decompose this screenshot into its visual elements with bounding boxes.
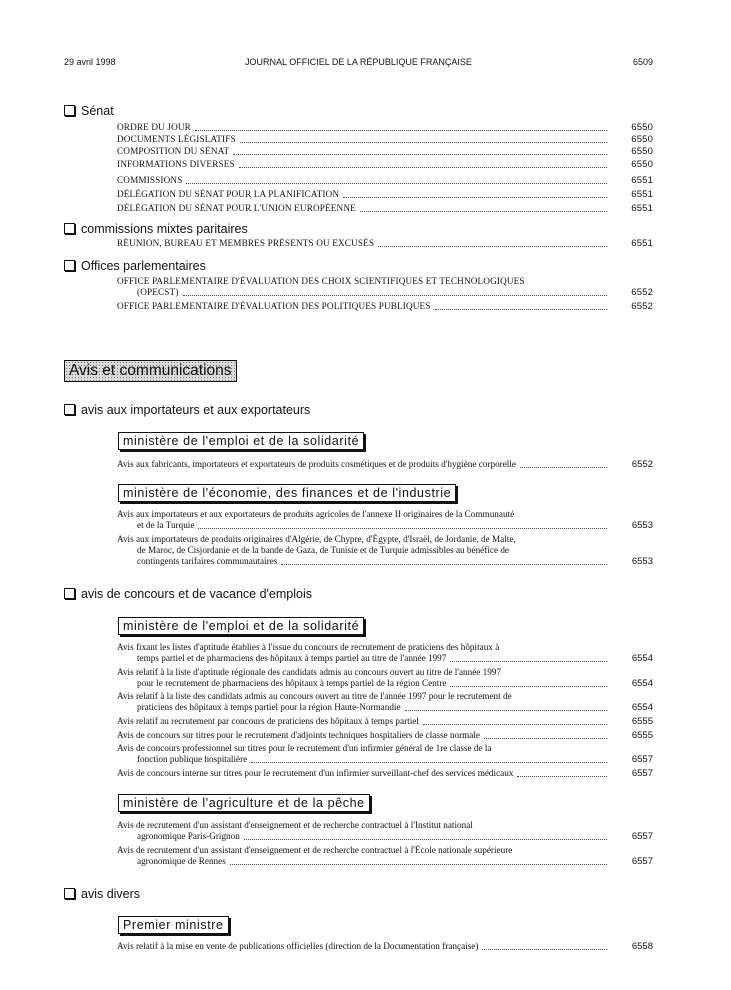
leader-dots — [230, 864, 607, 865]
toc-entry: DÉLÉGATION DU SÉNAT POUR LA PLANIFICATION 6551 — [117, 189, 653, 200]
toc-entry: Avis fixant les listes d'aptitude établies à l'issue du concours de recrutement de praticiens des hôpitaux à temps partiel et de pharmaciens des hôpitaux à temps partiel au titre de l'année 1997 6554 — [117, 642, 653, 664]
ministry-heading: ministère de l'économie, des finances et de l'industrie — [118, 484, 456, 502]
toc-entry: Avis aux importateurs et aux exportateurs de produits agricoles de l'annexe II originaires de la Communauté et de la Turquie 6553 — [117, 509, 653, 531]
toc-entry: Avis de recrutement d'un assistant d'enseignement et de recherche contractuel à l'École nationale supérieure agronomique de Rennes 6557 — [117, 845, 653, 867]
leader-dots — [435, 309, 607, 310]
ministry-heading: ministère de l'emploi et de la solidarité — [118, 617, 364, 635]
leader-dots — [244, 839, 607, 840]
section-importateurs-heading: avis aux importateurs et aux exportateurs — [64, 402, 310, 418]
leader-dots — [233, 154, 607, 155]
leader-dots — [482, 949, 607, 950]
toc-entry: Avis relatif à la mise en vente de publications officielles (direction de la Documentation française) 6558 — [117, 941, 653, 952]
toc-entry: DOCUMENTS LÉGISLATIFS 6550 — [117, 134, 653, 145]
toc-entry: Avis aux importateurs de produits originaires d'Algérie, de Chypre, d'Égypte, d'Israël, de Jordanie, de Malte, de Maroc, de Cisjordanie et de la bande de Gaza, de Tunisie et de Turquie admissibles au bénéfice de contingents tarifaires communautaires 6553 — [117, 534, 653, 567]
section-commissions-heading: commissions mixtes paritaires — [64, 221, 248, 237]
leader-dots — [517, 776, 607, 777]
toc-entry: RÉUNION, BUREAU ET MEMBRES PRÉSENTS OU EXCUSÉS 6551 — [117, 238, 653, 249]
leader-dots — [450, 661, 607, 662]
toc-entry: OFFICE PARLEMENTAIRE D'ÉVALUATION DES CHOIX SCIENTIFIQUES ET TECHNOLOGIQUES (OPECST) 6552 — [117, 276, 653, 298]
leader-dots — [186, 183, 607, 184]
leader-dots — [251, 762, 607, 763]
leader-dots — [240, 142, 607, 143]
header-page-number: 6509 — [632, 57, 653, 67]
section-senat-heading: Sénat — [64, 103, 114, 119]
toc-entry: Avis de concours sur titres pour le recrutement d'adjoints techniques hospitaliers de classe normale 6555 — [117, 730, 653, 741]
leader-dots — [198, 528, 607, 529]
toc-entry: INFORMATIONS DIVERSES 6550 — [117, 159, 653, 170]
toc-entry: Avis de concours interne sur titres pour le recrutement d'un infirmier surveillant-chef des services médicaux 6557 — [117, 768, 653, 779]
leader-dots — [484, 738, 607, 739]
section-divers-heading: avis divers — [64, 886, 140, 902]
toc-entry: Avis de recrutement d'un assistant d'enseignement et de recherche contractuel à l'Institut national agronomique Paris-Grignon 6557 — [117, 820, 653, 842]
leader-dots — [281, 564, 607, 565]
checkbox-square-icon — [64, 223, 75, 234]
leader-dots — [378, 246, 607, 247]
checkbox-square-icon — [64, 404, 75, 415]
checkbox-square-icon — [64, 588, 75, 599]
leader-dots — [360, 211, 607, 212]
toc-entry: Avis relatif au recrutement par concours de praticiens des hôpitaux à temps partiel 6555 — [117, 716, 653, 727]
toc-entry: DÉLÉGATION DU SÉNAT POUR L'UNION EUROPÉENNE 6551 — [117, 203, 653, 214]
ministry-heading: ministère de l'agriculture et de la pêche — [118, 794, 370, 812]
toc-entry: Avis relatif à la liste des candidats admis au concours ouvert au titre de l'année 1997 pour le recrutement de praticiens des hôpitaux à temps partiel pour la région Haute-Normandie 6554 — [117, 691, 653, 713]
toc-entry: COMMISSIONS 6551 — [117, 175, 653, 186]
leader-dots — [405, 710, 607, 711]
toc-entry: Avis de concours professionnel sur titres pour le recrutement d'un infirmier général de 1re classe de la fonction publique hospitalière 6557 — [117, 743, 653, 765]
toc-entry: OFFICE PARLEMENTAIRE D'ÉVALUATION DES POLITIQUES PUBLIQUES 6552 — [117, 301, 653, 312]
avis-communications-banner: Avis et communications — [64, 360, 237, 382]
ministry-heading: Premier ministre — [118, 916, 229, 934]
leader-dots — [195, 130, 607, 131]
leader-dots — [450, 686, 607, 687]
toc-entry: ORDRE DU JOUR 6550 — [117, 122, 653, 133]
toc-entry: Avis aux fabricants, importateurs et exportateurs de produits cosmétiques et de produits d'hygiène corporelle 6552 — [117, 459, 653, 470]
toc-entry: Avis relatif à la liste d'aptitude régionale des candidats admis au concours ouvert au titre de l'année 1997 pour le recrutement de pharmaciens des hôpitaux à temps partiel de la région Centre 6554 — [117, 667, 653, 689]
leader-dots — [183, 295, 607, 296]
header-journal-title: JOURNAL OFFICIEL DE LA RÉPUBLIQUE FRANÇAISE — [245, 57, 472, 67]
ministry-heading: ministère de l'emploi et de la solidarité — [118, 432, 364, 450]
header-date: 29 avril 1998 — [64, 57, 116, 67]
checkbox-square-icon — [64, 260, 75, 271]
checkbox-square-icon — [64, 105, 75, 116]
section-offices-heading: Offices parlementaires — [64, 258, 206, 274]
leader-dots — [239, 167, 607, 168]
leader-dots — [423, 724, 607, 725]
leader-dots — [343, 197, 607, 198]
toc-entry: COMPOSITION DU SÉNAT 6550 — [117, 146, 653, 157]
page-header — [64, 57, 653, 71]
section-concours-heading: avis de concours et de vacance d'emplois — [64, 586, 312, 602]
checkbox-square-icon — [64, 888, 75, 899]
leader-dots — [520, 467, 607, 468]
